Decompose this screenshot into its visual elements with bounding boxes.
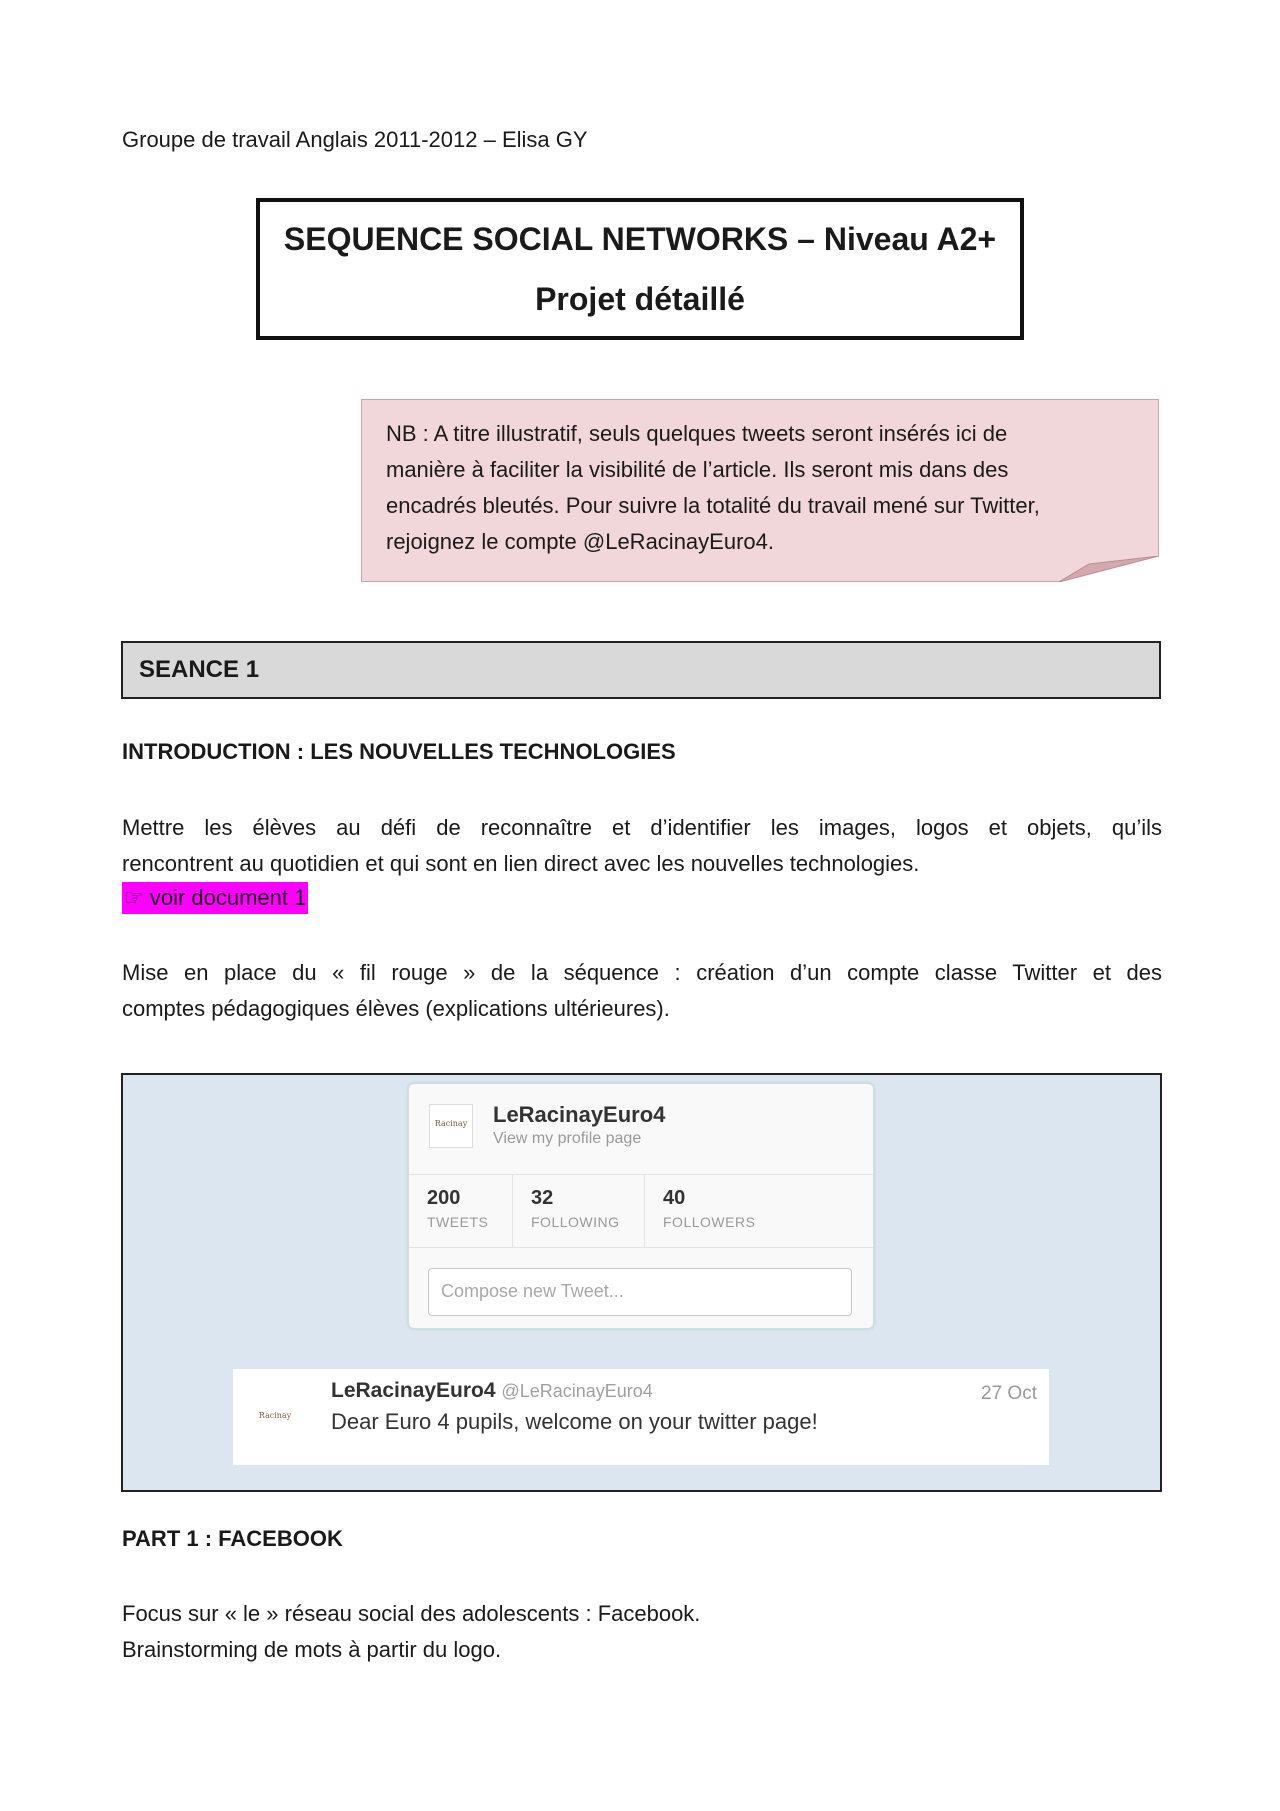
nb-note-line: NB : A titre illustratif, seuls quelques tweets seront insérés ici de	[386, 421, 1008, 446]
part1-line: Brainstorming de mots à partir du logo.	[122, 1637, 502, 1662]
profile-avatar[interactable]: Racinay	[429, 1104, 473, 1148]
stat-followers[interactable]	[645, 1175, 874, 1247]
intro-paragraph-line: rencontrent au quotidien et qui sont en lien direct avec les nouvelles technologies.	[122, 851, 920, 876]
intro-paragraph-line: Mettre les élèves au défi de reconnaître et d’identifier les images, logos et objets, qu’ils	[122, 815, 1162, 840]
title-line-1: SEQUENCE SOCIAL NETWORKS – Niveau A2+	[283, 221, 997, 257]
intro-heading: INTRODUCTION : LES NOUVELLES TECHNOLOGIES	[122, 739, 676, 764]
nb-note-line: rejoignez le compte @LeRacinayEuro4.	[386, 529, 774, 554]
nb-note-line: manière à faciliter la visibilité de l’article. Ils seront mis dans des	[386, 457, 1009, 482]
voir-document-link[interactable]: ☞ voir document 1	[122, 882, 308, 914]
mise-paragraph-line: comptes pédagogiques élèves (explications ultérieures).	[122, 996, 670, 1021]
stat-value: 32	[531, 1187, 554, 1209]
view-profile-link[interactable]: View my profile page	[493, 1130, 642, 1147]
compose-tweet-input[interactable]: Compose new Tweet...	[428, 1268, 852, 1316]
part1-heading: PART 1 : FACEBOOK	[122, 1526, 343, 1551]
profile-stats	[409, 1174, 874, 1248]
stat-tweets[interactable]	[409, 1175, 513, 1247]
tweet-author[interactable]	[331, 1379, 653, 1403]
document-header: Groupe de travail Anglais 2011-2012 – Elisa GY	[122, 127, 588, 152]
tweet-date[interactable]: 27 Oct	[981, 1383, 1037, 1404]
title-line-2: Projet détaillé	[535, 281, 745, 317]
stat-following[interactable]	[513, 1175, 645, 1247]
stat-value: 200	[427, 1187, 461, 1209]
stat-label: FOLLOWERS	[663, 1214, 756, 1230]
nb-note	[361, 399, 1159, 582]
stat-value: 40	[663, 1187, 686, 1209]
page-curl-icon	[1059, 556, 1159, 582]
twitter-profile-card	[408, 1083, 874, 1329]
tweet-text: Dear Euro 4 pupils, welcome on your twitter page!	[331, 1409, 818, 1434]
nb-note-line: encadrés bleutés. Pour suivre la totalité du travail mené sur Twitter,	[386, 493, 1040, 518]
tweet-item	[233, 1369, 1049, 1465]
part1-line: Focus sur « le » réseau social des adolescents : Facebook.	[122, 1601, 701, 1626]
tweet-avatar[interactable]: Racinay	[255, 1397, 295, 1437]
tweet-handle[interactable]: @LeRacinayEuro4	[501, 1381, 653, 1401]
seance-heading: SEANCE 1	[121, 641, 1161, 699]
stat-label: TWEETS	[427, 1214, 489, 1230]
profile-name[interactable]: LeRacinayEuro4	[493, 1102, 666, 1127]
title-box	[256, 198, 1024, 340]
tweet-author-name[interactable]: LeRacinayEuro4	[331, 1379, 496, 1402]
mise-paragraph-line: Mise en place du « fil rouge » de la séquence : création d’un compte classe Twitter et des	[122, 960, 1162, 985]
stat-label: FOLLOWING	[531, 1214, 620, 1230]
